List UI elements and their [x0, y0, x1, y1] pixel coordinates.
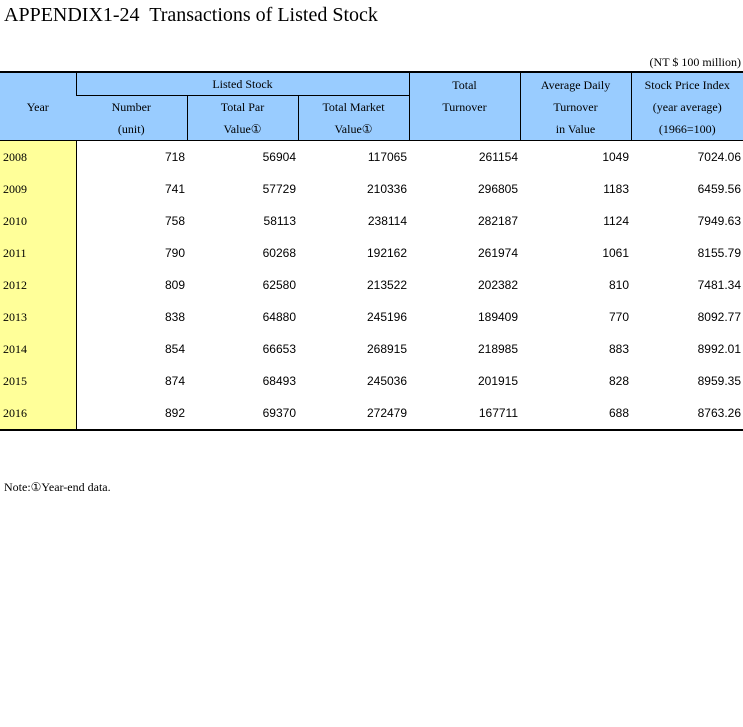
header-stock-price-index: [631, 72, 743, 141]
cell-year: 2010: [0, 205, 76, 237]
page-title: APPENDIX1-24 Transactions of Listed Stock: [4, 4, 378, 26]
cell-turnover: 218985: [477, 342, 519, 356]
header-avg-line3: in Value: [555, 121, 596, 136]
cell-turnover: 189409: [477, 310, 519, 324]
cell-index: 8763.26: [631, 397, 743, 430]
cell-avg: 828: [608, 374, 630, 388]
footnote: Note:①Year-end data.: [4, 480, 111, 494]
cell-avg: 883: [608, 342, 630, 356]
cell-year: 2009: [0, 173, 76, 205]
cell-market: 268915: [366, 342, 408, 356]
cell-number: 874: [164, 374, 185, 388]
cell-avg: 1061: [602, 246, 630, 260]
table-row: [0, 173, 743, 205]
cell-index: 6459.56: [697, 182, 742, 196]
cell-number: 758: [164, 214, 185, 228]
table-row: [0, 397, 743, 430]
table-row: [0, 237, 743, 269]
header-number: [76, 96, 187, 141]
header-total-turnover-line2: Turnover: [442, 99, 487, 114]
header-index-line1: Stock Price Index: [644, 77, 730, 92]
cell-avg: 810: [608, 278, 630, 292]
table-row: [0, 365, 743, 397]
cell-year: 2013: [0, 301, 76, 333]
header-total-par-value: [187, 96, 298, 141]
cell-market: 117065: [367, 150, 408, 164]
cell-turnover: 296805: [477, 182, 519, 196]
cell-year: 2008: [0, 141, 76, 174]
cell-number: 838: [164, 310, 185, 324]
table-row: [0, 141, 743, 174]
cell-market: 213522: [366, 278, 408, 292]
header-total-turnover: [409, 72, 520, 141]
cell-index: 7024.06: [697, 150, 742, 164]
cell-year: 2012: [0, 269, 76, 301]
header-listed-stock: Listed Stock: [76, 72, 409, 96]
unit-label: (NT $ 100 million): [649, 55, 741, 69]
cell-avg: 688: [520, 397, 631, 430]
cell-index: 8992.01: [697, 342, 742, 356]
cell-number: 718: [164, 150, 185, 164]
cell-par: 68493: [262, 374, 296, 388]
cell-par: 60268: [262, 246, 296, 260]
header-avg-line1: Average Daily: [540, 77, 611, 92]
cell-turnover: 261154: [478, 150, 519, 164]
cell-market: 210336: [366, 182, 408, 196]
cell-avg: 1049: [602, 150, 630, 164]
cell-market: 245196: [366, 310, 408, 324]
cell-index: 8092.77: [697, 310, 742, 324]
cell-avg: 770: [608, 310, 630, 324]
cell-year: 2011: [0, 237, 76, 269]
table-row: [0, 333, 743, 365]
cell-market: 245036: [366, 374, 408, 388]
header-par-line2: Value①: [223, 122, 262, 136]
cell-par: 69370: [187, 397, 298, 430]
cell-turnover: 202382: [477, 278, 519, 292]
cell-index: 8155.79: [697, 246, 742, 260]
cell-turnover: 201915: [477, 374, 519, 388]
cell-par: 64880: [262, 310, 296, 324]
header-average-daily-turnover: [520, 72, 631, 141]
cell-year: 2014: [0, 333, 76, 365]
header-total-market-value: [298, 96, 409, 141]
header-number-line2: (unit): [117, 122, 145, 136]
table-row: [0, 269, 743, 301]
cell-number: 892: [76, 397, 187, 430]
cell-index: 7481.34: [697, 278, 742, 292]
cell-market: 238114: [367, 214, 408, 228]
cell-number: 854: [164, 342, 185, 356]
cell-turnover: 167711: [409, 397, 520, 430]
cell-number: 809: [164, 278, 185, 292]
cell-turnover: 261974: [477, 246, 519, 260]
header-year: Year: [0, 72, 76, 141]
cell-avg: 1124: [603, 214, 630, 228]
cell-number: 741: [164, 182, 185, 196]
cell-market: 272479: [298, 397, 409, 430]
cell-turnover: 282187: [477, 214, 519, 228]
cell-index: 7949.63: [697, 214, 742, 228]
cell-par: 56904: [262, 150, 296, 164]
cell-par: 57729: [262, 182, 296, 196]
cell-year: 2015: [0, 365, 76, 397]
cell-year: 2016: [0, 397, 76, 430]
header-market-line2: Value①: [334, 122, 373, 136]
cell-market: 192162: [366, 246, 408, 260]
header-index-line3: (1966=100): [658, 121, 716, 136]
cell-par: 62580: [262, 278, 296, 292]
header-market-line1: Total Market: [322, 100, 385, 114]
header-number-line1: Number: [111, 100, 151, 114]
table-row: [0, 301, 743, 333]
cell-avg: 1183: [603, 182, 630, 196]
header-index-line2: (year average): [652, 99, 722, 114]
stock-transactions-table: [0, 71, 743, 431]
header-total-turnover-line1: Total: [452, 77, 477, 92]
header-avg-line2: Turnover: [553, 99, 598, 114]
table-row: [0, 205, 743, 237]
cell-number: 790: [164, 246, 185, 260]
cell-par: 66653: [262, 342, 296, 356]
cell-par: 58113: [263, 214, 296, 228]
header-par-line1: Total Par: [220, 100, 265, 114]
cell-index: 8959.35: [697, 374, 742, 388]
